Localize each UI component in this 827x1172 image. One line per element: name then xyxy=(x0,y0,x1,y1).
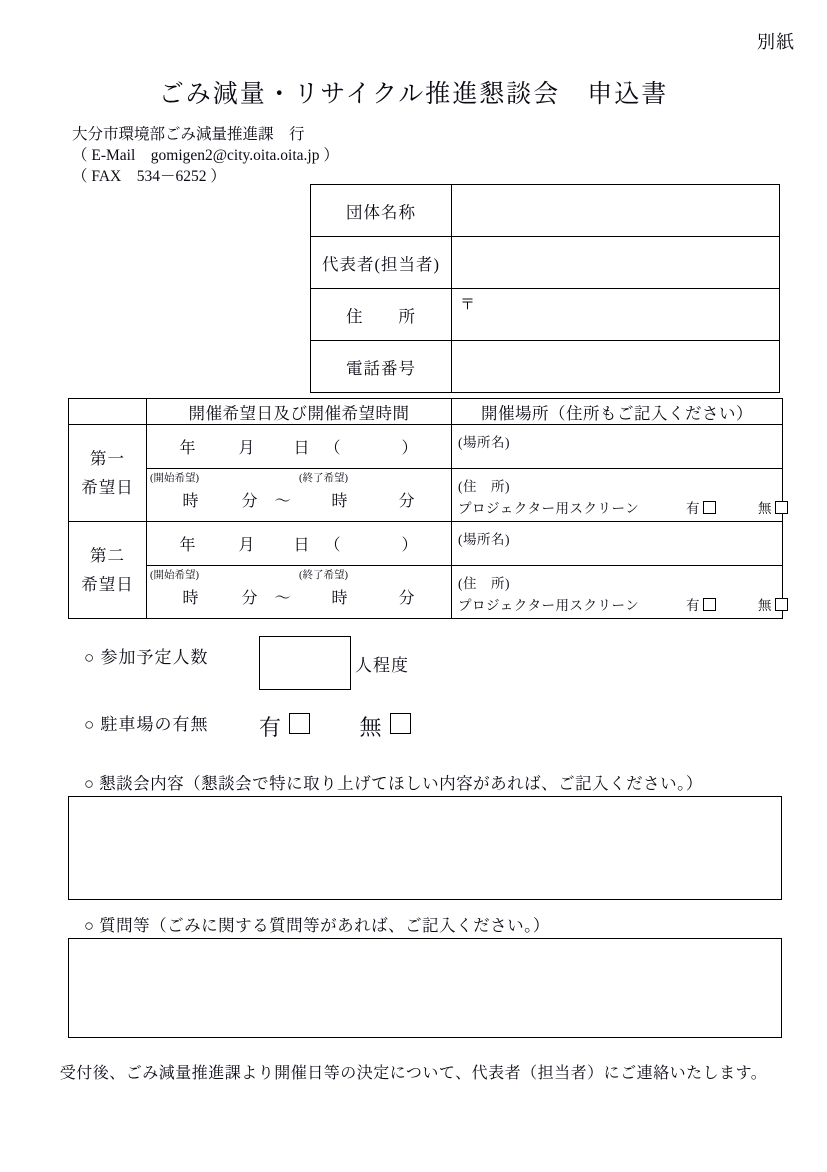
table-row xyxy=(311,341,780,393)
weekday-paren-open: （ xyxy=(324,440,342,457)
table-row-first-pref-date xyxy=(69,425,783,469)
first-preference-line1: 第一 xyxy=(90,449,125,468)
projector-screen-no-label: 無 xyxy=(758,598,772,613)
table-row-second-pref-time xyxy=(69,566,783,619)
weekday-paren-open: （ xyxy=(324,537,342,554)
org-field-phone[interactable] xyxy=(452,341,780,393)
second-pref-date-field[interactable] xyxy=(147,522,452,566)
start-minute-unit: 分 xyxy=(241,493,259,510)
content-section-textarea[interactable] xyxy=(68,796,782,900)
question-section-label: ○ 質問等（ごみに関する質問等があれば、ご記入ください。） xyxy=(84,916,550,935)
venue-name-label: (場所名) xyxy=(458,532,510,547)
parking-options xyxy=(259,711,453,742)
addressee-email: （ E-Mail gomigen2@city.oita.oita.jp ） xyxy=(72,147,339,164)
checkbox-icon[interactable] xyxy=(775,598,788,611)
projector-screen-row xyxy=(458,594,778,614)
attendees-label: ○ 参加予定人数 xyxy=(84,648,209,667)
projector-screen-label: プロジェクター用スクリーン xyxy=(458,501,640,516)
time-range-tilde: ～ xyxy=(274,493,292,510)
parking-label: ○ 駐車場の有無 xyxy=(84,715,209,734)
weekday-paren-close: ） xyxy=(401,440,419,457)
first-pref-time-field[interactable] xyxy=(147,469,452,522)
first-pref-date-field[interactable] xyxy=(147,425,452,469)
projector-screen-yes-option[interactable] xyxy=(686,594,716,614)
table-row-second-pref-date xyxy=(69,522,783,566)
parking-yes-label: 有 xyxy=(259,715,284,740)
addressee-department: 大分市環境部ごみ減量推進課 行 xyxy=(72,126,305,143)
end-hour-unit: 時 xyxy=(331,590,349,607)
schedule-table xyxy=(68,398,783,619)
first-preference-label xyxy=(69,425,147,522)
projector-screen-no-option[interactable] xyxy=(758,594,788,614)
start-hour-unit: 時 xyxy=(182,493,200,510)
table-header-row xyxy=(69,399,783,425)
table-row xyxy=(311,289,780,341)
second-pref-time-field[interactable] xyxy=(147,566,452,619)
checkbox-icon[interactable] xyxy=(703,598,716,611)
date-day-unit: 日 xyxy=(293,537,311,554)
schedule-header-datetime: 開催希望日及び開催希望時間 xyxy=(147,399,452,425)
checkbox-icon[interactable] xyxy=(775,501,788,514)
postal-code-mark: 〒 xyxy=(460,297,476,313)
footer-note: 受付後、ごみ減量推進課より開催日等の決定について、代表者（担当者）にご連絡いたします。 xyxy=(59,1065,768,1082)
org-label-address: 住 所 xyxy=(311,289,452,341)
date-month-unit: 月 xyxy=(238,537,256,554)
parking-yes-option[interactable] xyxy=(259,711,310,742)
first-pref-venue-field[interactable] xyxy=(452,425,783,469)
start-time-label: (開始希望) xyxy=(150,473,199,484)
table-row-first-pref-time xyxy=(69,469,783,522)
parking-no-label: 無 xyxy=(359,715,384,740)
org-label-phone: 電話番号 xyxy=(311,341,452,393)
first-pref-address-field[interactable] xyxy=(452,469,783,522)
end-minute-unit: 分 xyxy=(398,590,416,607)
date-year-unit: 年 xyxy=(179,537,197,554)
org-field-address[interactable] xyxy=(452,289,780,341)
table-row xyxy=(311,237,780,289)
second-pref-venue-field[interactable] xyxy=(452,522,783,566)
question-section-textarea[interactable] xyxy=(68,938,782,1038)
start-minute-unit: 分 xyxy=(241,590,259,607)
date-year-unit: 年 xyxy=(179,440,197,457)
corner-note: 別紙 xyxy=(757,32,795,52)
addressee-fax: （ FAX 534－6252 ） xyxy=(72,168,226,185)
org-label-name: 団体名称 xyxy=(311,185,452,237)
org-label-representative: 代表者(担当者) xyxy=(311,237,452,289)
checkbox-icon[interactable] xyxy=(390,713,411,734)
content-section-label: ○ 懇談会内容（懇談会で特に取り上げてほしい内容があれば、ご記入ください。） xyxy=(84,774,703,793)
projector-screen-row xyxy=(458,497,778,517)
organization-table xyxy=(310,184,780,393)
time-range-tilde: ～ xyxy=(274,590,292,607)
start-time-label: (開始希望) xyxy=(150,570,199,581)
schedule-header-place: 開催場所（住所もご記入ください） xyxy=(452,399,783,425)
org-field-name[interactable] xyxy=(452,185,780,237)
venue-address-label: (住 所) xyxy=(458,479,510,494)
parking-no-option[interactable] xyxy=(360,711,411,742)
addressee-block xyxy=(72,124,339,187)
attendees-input[interactable] xyxy=(259,636,351,690)
second-preference-line2: 希望日 xyxy=(81,575,134,594)
projector-screen-yes-label: 有 xyxy=(686,598,700,613)
end-time-label: (終了希望) xyxy=(299,473,348,484)
projector-screen-yes-option[interactable] xyxy=(686,497,716,517)
end-minute-unit: 分 xyxy=(398,493,416,510)
projector-screen-no-option[interactable] xyxy=(758,497,788,517)
venue-name-label: (場所名) xyxy=(458,435,510,450)
checkbox-icon[interactable] xyxy=(289,713,310,734)
schedule-header-blank xyxy=(69,399,147,425)
date-month-unit: 月 xyxy=(238,440,256,457)
venue-address-label: (住 所) xyxy=(458,576,510,591)
projector-screen-no-label: 無 xyxy=(758,501,772,516)
end-hour-unit: 時 xyxy=(331,493,349,510)
second-pref-address-field[interactable] xyxy=(452,566,783,619)
projector-screen-yes-label: 有 xyxy=(686,501,700,516)
org-field-representative[interactable] xyxy=(452,237,780,289)
page-title: ごみ減量・リサイクル推進懇談会 申込書 xyxy=(158,81,669,108)
first-preference-line2: 希望日 xyxy=(81,478,134,497)
second-preference-label xyxy=(69,522,147,619)
end-time-label: (終了希望) xyxy=(299,570,348,581)
checkbox-icon[interactable] xyxy=(703,501,716,514)
weekday-paren-close: ） xyxy=(401,537,419,554)
date-day-unit: 日 xyxy=(293,440,311,457)
table-row xyxy=(311,185,780,237)
start-hour-unit: 時 xyxy=(182,590,200,607)
second-preference-line1: 第二 xyxy=(90,546,125,565)
projector-screen-label: プロジェクター用スクリーン xyxy=(458,598,640,613)
attendees-unit-label: 人程度 xyxy=(355,656,409,675)
